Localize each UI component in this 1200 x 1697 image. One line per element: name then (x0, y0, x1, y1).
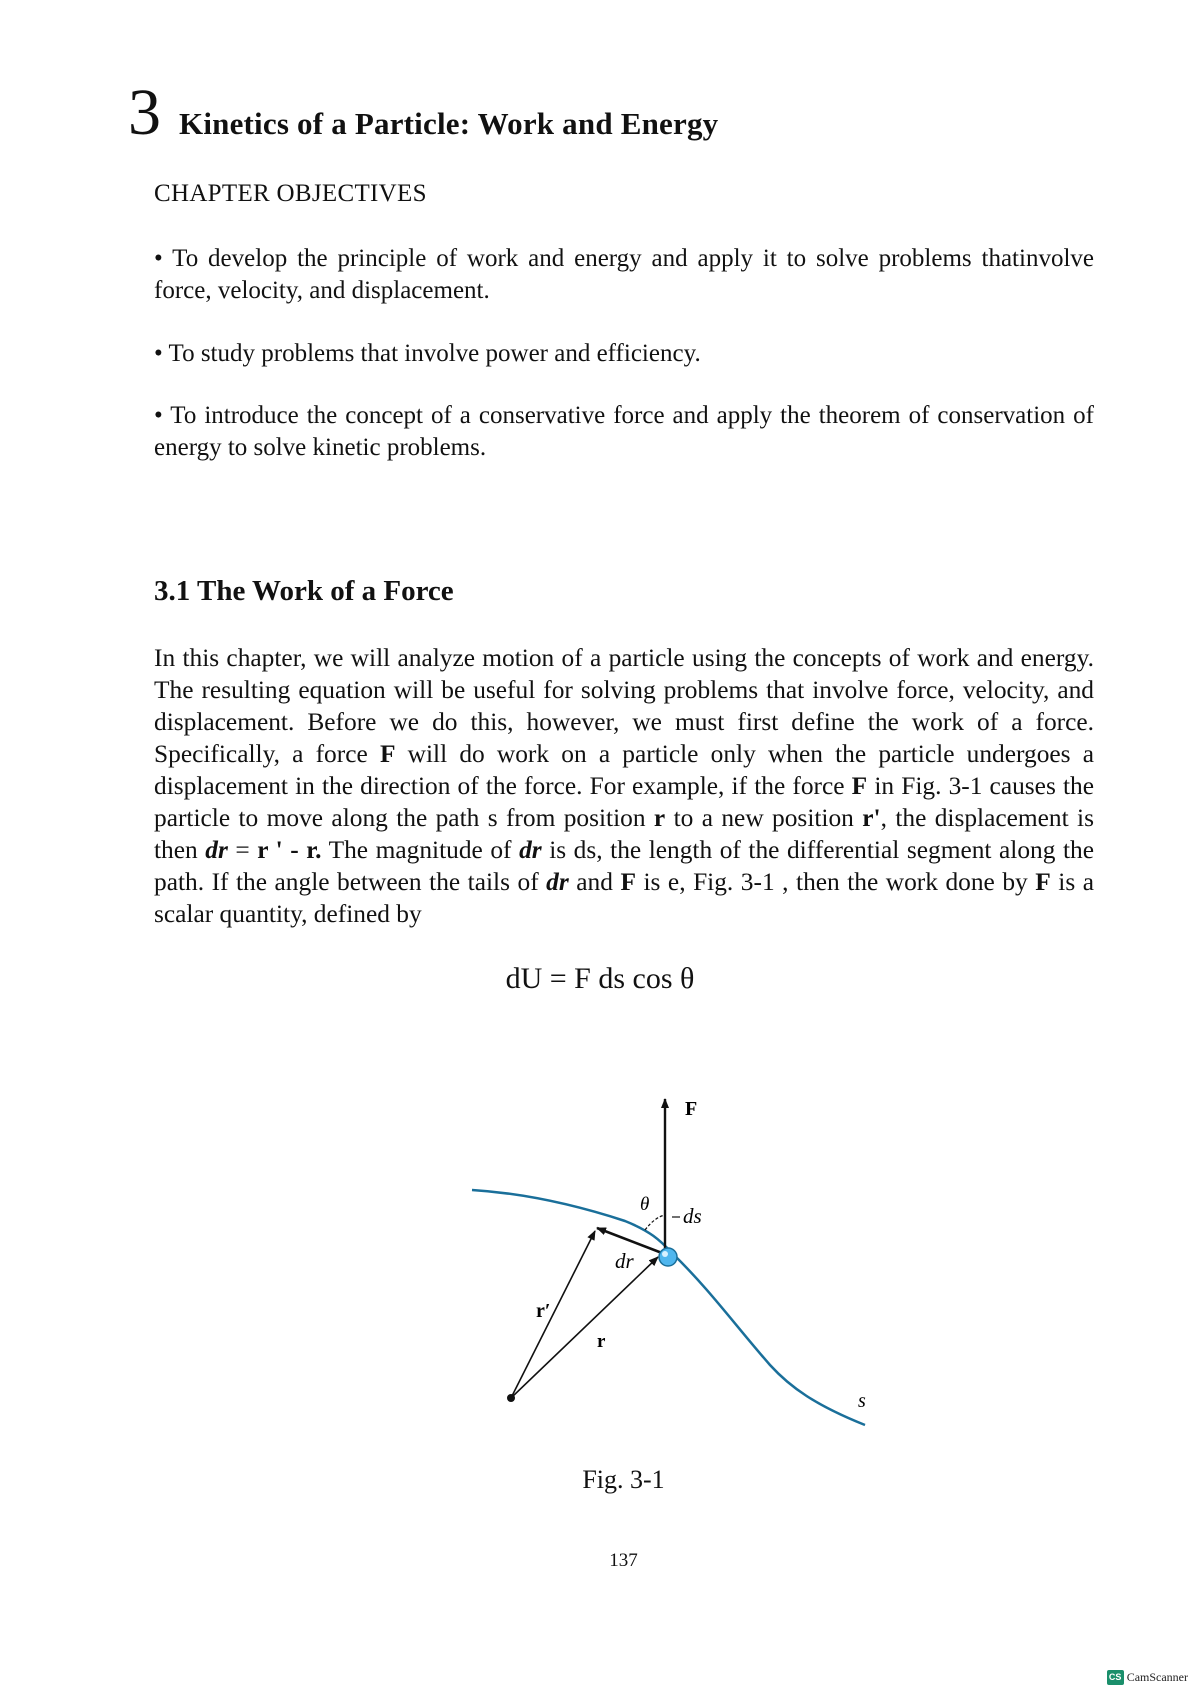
body-paragraph (154, 642, 1094, 930)
theta-arc (645, 1215, 665, 1230)
paragraph-fragment: is a scalar quantity, defined by (154, 868, 1095, 928)
paragraph-fragment: r ' - r. (257, 836, 322, 864)
chapter-number: 3 (128, 76, 161, 149)
r-label: r (597, 1331, 606, 1352)
path-label: s (858, 1390, 866, 1412)
objectives-heading: CHAPTER OBJECTIVES (154, 180, 427, 207)
path-curve (472, 1190, 865, 1425)
paragraph-fragment: F (620, 868, 636, 896)
paragraph-fragment: will do work on a particle only when the particle undergoes a displacement in the direction of the force. For example, if the force (154, 740, 1094, 800)
particle-highlight (662, 1251, 668, 1257)
paragraph-fragment: F (851, 772, 868, 800)
camscanner-watermark (1107, 1670, 1188, 1685)
theta-label: θ (640, 1194, 650, 1215)
chapter-header (128, 76, 719, 149)
r-prime-vector (511, 1231, 595, 1398)
objective-item: • To develop the principle of work and energy and apply it to solve problems thatinvolve force, velocity, and displacement. (154, 245, 1094, 304)
paragraph-fragment: r' (862, 804, 881, 832)
paragraph-fragment: dr (546, 868, 569, 896)
paragraph-fragment: dr (205, 836, 228, 864)
camscanner-text: CamScanner (1126, 1670, 1188, 1684)
paragraph-fragment: r (653, 804, 666, 832)
page-number: 137 (609, 1550, 638, 1571)
dr-label: dr (615, 1249, 634, 1273)
work-equation: dU = F ds cos θ (505, 962, 695, 995)
r-vector (511, 1257, 658, 1398)
figure-caption: Fig. 3-1 (582, 1465, 665, 1494)
paragraph-fragment: dr (519, 836, 542, 864)
paragraph-fragment: In this chapter, we will analyze motion of a particle using the concepts of work and energy. The resulting equation will be useful for solving problems that involve force, velocity, and displacement. Before we do this, however, we must first define the work of a force. Specifically, a force (154, 644, 1094, 768)
objective-item: • To study problems that involve power and efficiency. (154, 340, 701, 367)
ds-label: ds (683, 1204, 702, 1228)
paragraph-fragment: and (568, 868, 621, 896)
paragraph-fragment: F (1035, 868, 1051, 896)
paragraph-fragment: to a new position (665, 804, 863, 832)
paragraph-fragment: , the displacement is then (154, 804, 1094, 864)
paragraph-fragment: = (227, 836, 258, 864)
paragraph-fragment: F (379, 740, 396, 768)
particle (659, 1248, 677, 1266)
paragraph-fragment: The magnitude of (321, 836, 520, 864)
objective-item: • To introduce the concept of a conservative force and apply the theorem of conservation of energy to solve kinetic problems. (154, 402, 1094, 461)
r-prime-label: r′ (536, 1300, 551, 1322)
paragraph-fragment: is ds, the length of the differential segment along the path. If the angle between the tails of (154, 836, 1094, 896)
section-heading: 3.1 The Work of a Force (154, 575, 454, 607)
figure-3-1 (460, 1085, 880, 1455)
paragraph-fragment: is e, Fig. 3-1 , then the work done by (635, 868, 1036, 896)
paragraph-fragment: in Fig. 3-1 causes the particle to move along the path s from position (154, 772, 1094, 832)
camscanner-logo-icon: CS (1107, 1670, 1124, 1685)
force-label: F (685, 1098, 698, 1120)
chapter-title: Kinetics of a Particle: Work and Energy (179, 106, 719, 141)
